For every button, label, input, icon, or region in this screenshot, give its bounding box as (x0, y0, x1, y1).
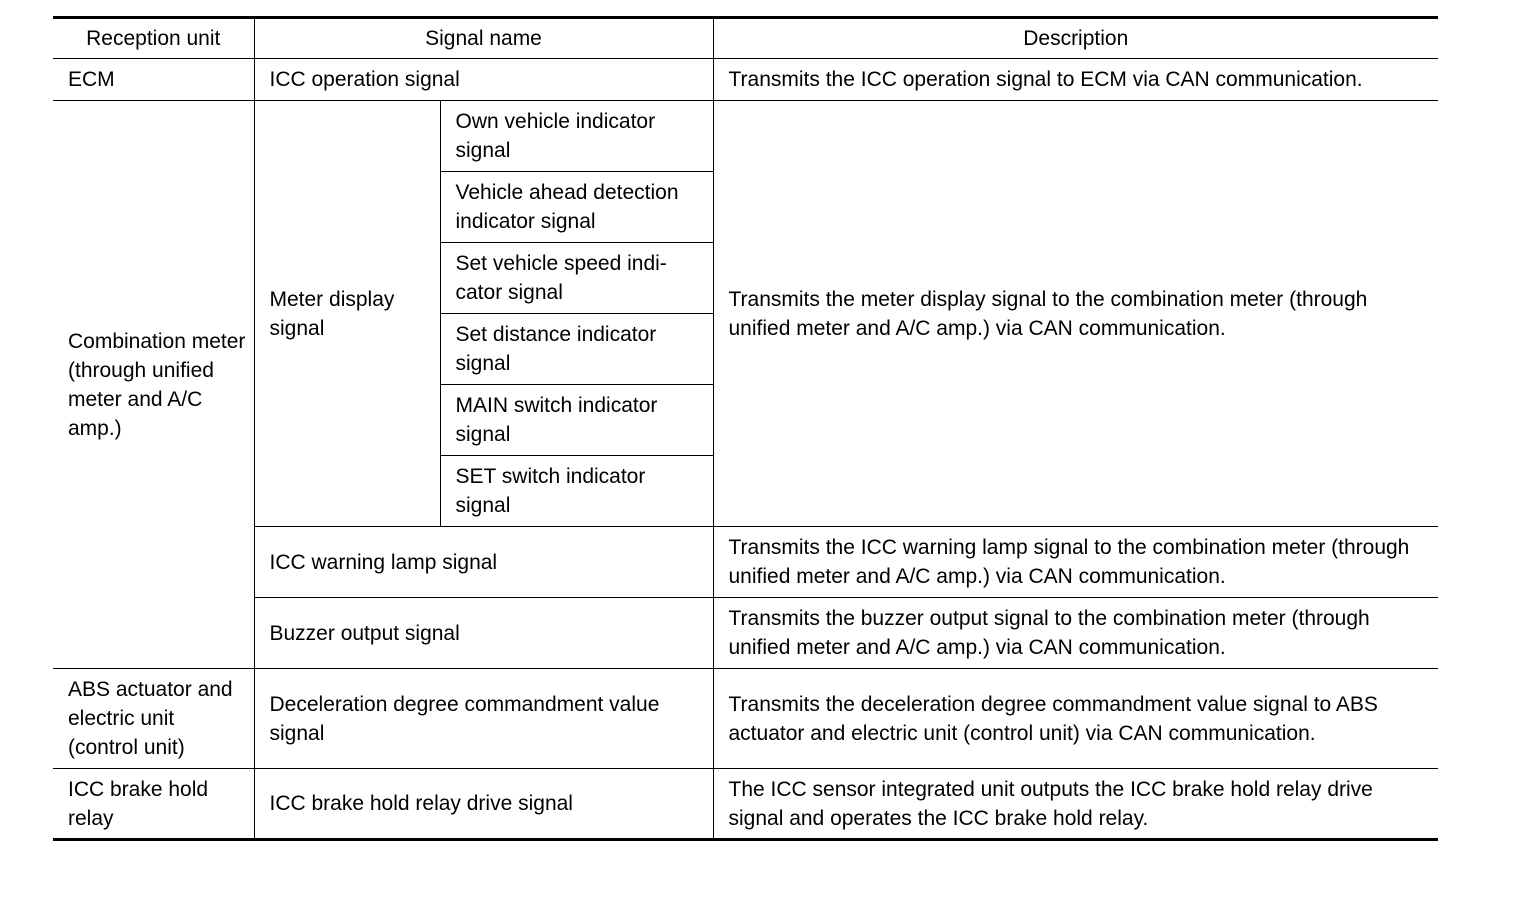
cell-signal-brake-hold: ICC brake hold relay drive signal (254, 769, 713, 840)
cell-signal-warning-lamp: ICC warning lamp signal (254, 527, 713, 598)
table-header-row (53, 18, 1438, 59)
cell-signal-meter-display: Meter display signal (254, 101, 440, 527)
cell-description-buzzer: Transmits the buzzer output signal to the combination meter (through unified meter and A/C amp.) via CAN communication. (713, 598, 1438, 669)
cell-unit-combination-meter: Combination meter (through unified meter and A/C amp.) (53, 101, 254, 669)
cell-subsignal-set-switch: SET switch indicator signal (440, 456, 713, 527)
cell-description-brake-hold: The ICC sensor integrated unit outputs the ICC brake hold relay drive signal and operates the ICC brake hold relay. (713, 769, 1438, 840)
cell-signal-icc-operation: ICC operation signal (254, 59, 713, 101)
cell-description-meter-display: Transmits the meter display signal to the combination meter (through unified meter and A/C amp.) via CAN communication. (713, 101, 1438, 527)
cell-unit-brake-hold: ICC brake hold relay (53, 769, 254, 840)
cell-subsignal-set-vehicle-speed: Set vehicle speed indi-cator signal (440, 243, 713, 314)
cell-subsignal-own-vehicle: Own vehicle indicator signal (440, 101, 713, 172)
cell-subsignal-set-distance: Set distance indicator signal (440, 314, 713, 385)
header-reception-unit: Reception unit (53, 18, 254, 59)
cell-unit-abs: ABS actuator and electric unit (control unit) (53, 669, 254, 769)
table-row-meter-display-1 (53, 101, 1438, 172)
cell-description-warning-lamp: Transmits the ICC warning lamp signal to the combination meter (through unified meter and A/C amp.) via CAN communication. (713, 527, 1438, 598)
table-row-warning-lamp (53, 527, 1438, 598)
cell-subsignal-main-switch: MAIN switch indicator signal (440, 385, 713, 456)
table-row-ecm (53, 59, 1438, 101)
cell-subsignal-vehicle-ahead: Vehicle ahead detection indicator signal (440, 172, 713, 243)
table-row-brake-hold (53, 769, 1438, 840)
cell-description-deceleration: Transmits the deceleration degree commandment value signal to ABS actuator and electric unit (control unit) via CAN communication. (713, 669, 1438, 769)
cell-signal-deceleration: Deceleration degree commandment value signal (254, 669, 713, 769)
header-description: Description (713, 18, 1438, 59)
cell-unit-ecm: ECM (53, 59, 254, 101)
header-signal-name: Signal name (254, 18, 713, 59)
signal-table-sheet (53, 16, 1438, 841)
table-row-abs (53, 669, 1438, 769)
table-row-buzzer (53, 598, 1438, 669)
cell-signal-buzzer: Buzzer output signal (254, 598, 713, 669)
cell-description-icc-operation: Transmits the ICC operation signal to ECM via CAN communication. (713, 59, 1438, 101)
signal-table (53, 16, 1438, 841)
